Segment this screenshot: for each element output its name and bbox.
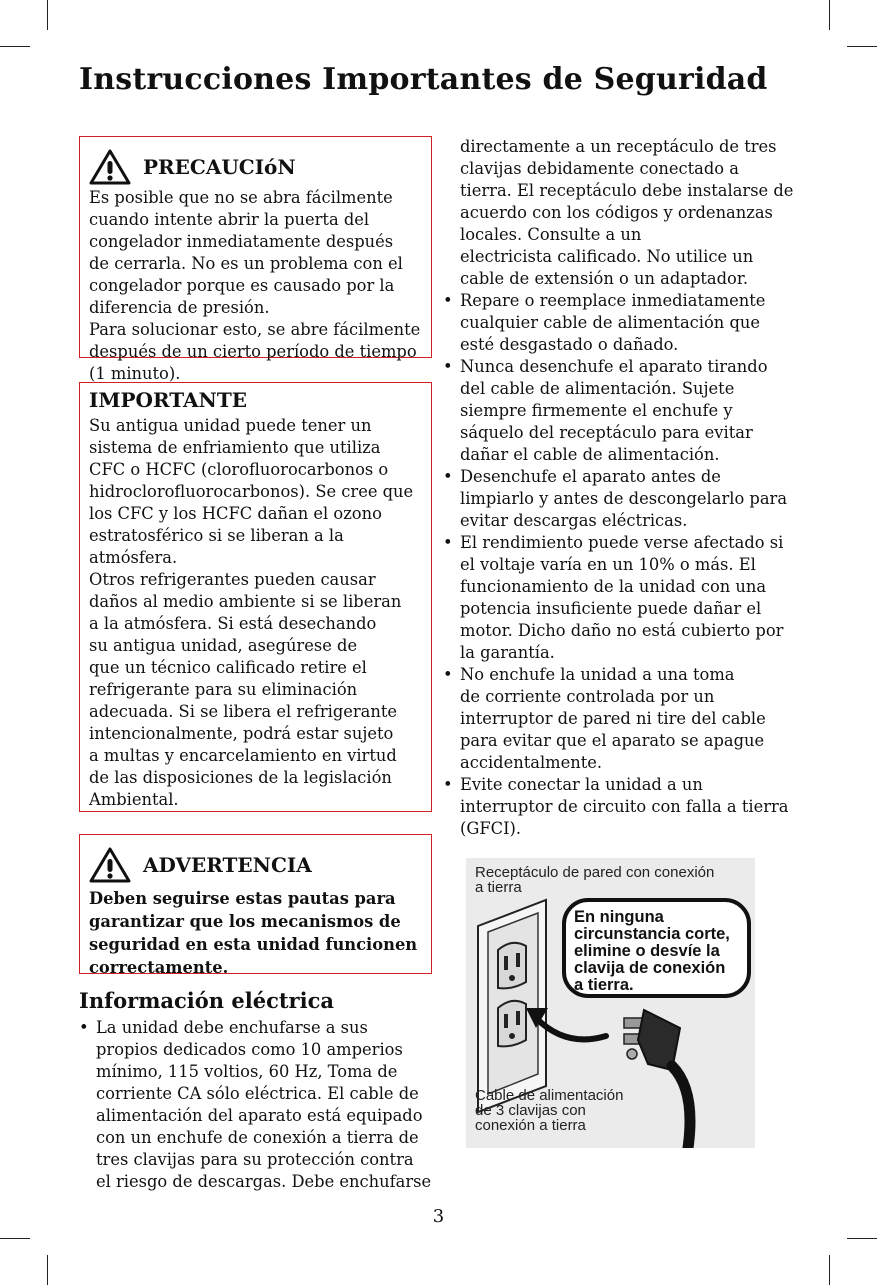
text-line: de cerrarla. No es un problema con el [89,254,403,273]
text-line: tres clavijas para su protección contra [96,1150,414,1169]
text-line: de las disposiciones de la legislación [89,768,392,787]
page-number: 3 [432,1206,445,1227]
precaucion-box [79,136,432,383]
text-line: electricista calificado. No utilice un [460,247,754,266]
text-line: • Evite conectar la unidad a un [460,775,703,794]
text-line: a la atmósfera. Si está desechando [89,614,377,633]
list-item [443,774,803,840]
figure-caption-bottom [475,1088,655,1133]
text-line: circunstancia corte, [574,925,730,943]
text-line: Otros refrigerantes pueden causar [89,570,376,589]
text-line: sáquelo del receptáculo para evitar [460,423,753,442]
text-line: el riesgo de descargas. Debe enchufarse [96,1172,432,1191]
text-line: estratosférico si se liberan a la [89,526,344,545]
text-line: • El rendimiento puede verse afectado si [460,533,784,552]
text-line: tierra. El receptáculo debe instalarse de [460,181,794,200]
text-line: refrigerante para su eliminación [89,680,358,699]
text-line: acuerdo con los códigos y ordenanzas [460,203,773,222]
importante-heading: IMPORTANTE [89,388,247,412]
text-line: correctamente. [89,958,229,977]
text-line: CFC o HCFC (clorofluorocarbonos o [89,460,389,479]
list-item [443,664,803,774]
text-line: propios dedicados como 10 amperios [96,1040,403,1059]
text-line: del cable de alimentación. Sujete [460,379,735,398]
text-line: daños al medio ambiente si se liberan [89,592,402,611]
text-line: su antigua unidad, asegúrese de [89,636,358,655]
section-heading-electrica: Información eléctrica [79,988,334,1013]
figure-caption-top [475,865,755,895]
text-line: garantizar que los mecanismos de [89,912,401,931]
text-line: locales. Consulte a un [460,225,642,244]
text-line: después de un cierto período de tiempo [89,342,417,361]
warning-triangle-icon [89,847,131,883]
text-line: los CFC y los HCFC dañan el ozono [89,504,382,523]
page-title: Instrucciones Importantes de Seguridad [79,62,768,97]
list-item [443,356,803,466]
text-line: intencionalmente, podrá estar sujeto [89,724,394,743]
text-line: Cable de alimentación [475,1087,624,1104]
precaucion-header [89,149,425,185]
electrica-list-continued [443,290,803,840]
text-line: Su antigua unidad puede tener un [89,416,372,435]
precaucion-heading: PRECAUCIóN [143,155,296,179]
text-line: siempre firmemente el enchufe y [460,401,733,420]
text-line: a tierra [475,879,522,896]
text-line: En ninguna [574,908,664,926]
crop-mark [847,46,877,47]
precaucion-text [89,187,425,385]
warning-callout [562,898,751,998]
text-line: conexión a tierra [475,1117,586,1134]
text-line: (1 minuto). [89,364,181,383]
text-line: (GFCI). [460,819,522,838]
crop-mark [47,1255,48,1285]
text-line: congelador porque es causado por la [89,276,395,295]
crop-mark [47,0,48,30]
text-line: mínimo, 115 voltios, 60 Hz, Toma de [96,1062,398,1081]
text-line: • No enchufe la unidad a una toma [460,665,735,684]
text-line: potencia insuficiente puede dañar el [460,599,762,618]
text-line: que un técnico calificado retire el [89,658,367,677]
text-line: de 3 clavijas con [475,1102,586,1119]
text-line: Deben seguirse estas pautas para [89,889,396,908]
text-line: diferencia de presión. [89,298,270,317]
text-line: atmósfera. [89,548,178,567]
text-line: cuando intente abrir la puerta del [89,210,370,229]
text-line: funcionamiento de la unidad con una [460,577,767,596]
text-line: accidentalmente. [460,753,603,772]
text-line: a multas y encarcelamiento en virtud [89,746,397,765]
text-line: directamente a un receptáculo de tres [460,137,777,156]
advertencia-header [89,847,425,883]
warning-triangle-icon [89,149,131,185]
text-line: cualquier cable de alimentación que [460,313,760,332]
text-line: adecuada. Si se libera el refrigerante [89,702,398,721]
text-line: de corriente controlada por un [460,687,715,706]
grounded-plug-figure [466,858,755,1148]
crop-mark [847,1238,877,1239]
text-line: Receptáculo de pared con conexión [475,864,715,881]
text-line: interruptor de circuito con falla a tierra [460,797,789,816]
text-line: a tierra. [574,976,634,994]
text-line: el voltaje varía en un 10% o más. El [460,555,756,574]
text-line: Para solucionar esto, se abre fácilmente [89,320,421,339]
advertencia-heading: ADVERTENCIA [143,853,312,877]
text-line: esté desgastado o dañado. [460,335,679,354]
text-line: interruptor de pared ni tire del cable [460,709,766,728]
text-line: con un enchufe de conexión a tierra de [96,1128,419,1147]
list-item [443,290,803,356]
text-line: hidroclorofluorocarbonos). Se cree que [89,482,414,501]
text-line: limpiarlo y antes de descongelarlo para [460,489,788,508]
advertencia-text [89,887,425,979]
text-line: seguridad en esta unidad funcionen [89,935,418,954]
text-line: alimentación del aparato está equipado [96,1106,423,1125]
text-line: motor. Dicho daño no está cubierto por [460,621,784,640]
importante-text [89,415,425,811]
text-line: elimine o desvíe la [574,942,720,960]
text-line: evitar descargas eléctricas. [460,511,688,530]
text-line: sistema de enfriamiento que utiliza [89,438,381,457]
text-line: Ambiental. [89,790,179,809]
crop-mark [0,1238,30,1239]
text-line: • La unidad debe enchufarse a sus [96,1018,368,1037]
text-line: • Nunca desenchufe el aparato tirando [460,357,768,376]
text-line: clavija de conexión [574,959,726,977]
text-line: la garantía. [460,643,555,662]
text-line: cable de extensión o un adaptador. [460,269,749,288]
crop-mark [829,1255,830,1285]
text-line: para evitar que el aparato se apague [460,731,765,750]
right-column [443,136,803,840]
crop-mark [0,46,30,47]
crop-mark [829,0,830,30]
list-item [443,466,803,532]
text-line: clavijas debidamente conectado a [460,159,739,178]
importante-box [79,382,432,812]
text-line: corriente CA sólo eléctrica. El cable de [96,1084,419,1103]
electrica-list [79,1017,435,1193]
list-item-continuation [443,136,803,290]
list-item [443,532,803,664]
text-line: Es posible que no se abra fácilmente [89,188,393,207]
text-line: • Repare o reemplace inmediatamente [460,291,766,310]
list-item [79,1017,435,1193]
text-line: dañar el cable de alimentación. [460,445,720,464]
text-line: • Desenchufe el aparato antes de [460,467,721,486]
text-line: congelador inmediatamente después [89,232,394,251]
advertencia-box [79,834,432,977]
